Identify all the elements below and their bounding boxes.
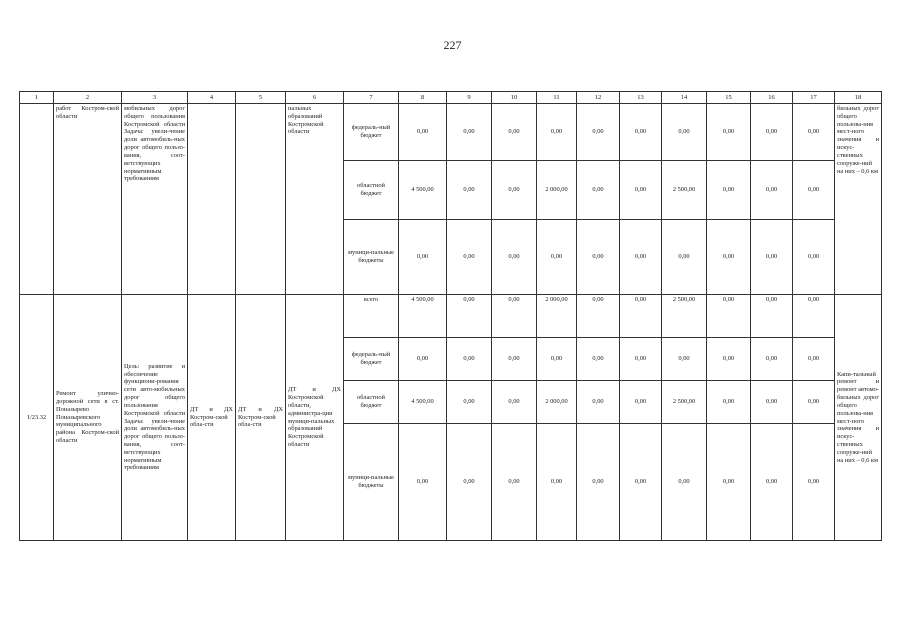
- amount-cell: 0,00: [577, 338, 620, 381]
- funding-source: областной бюджет: [344, 161, 399, 220]
- amount-cell: 0,00: [707, 381, 751, 424]
- funding-source: областной бюджет: [344, 381, 399, 424]
- amount-cell: 0,00: [793, 381, 835, 424]
- entry-executor: ДТ и ДХ Костром-ской обла-сти: [188, 295, 236, 541]
- amount-cell: 0,00: [447, 104, 492, 161]
- cont-name-cell: работ Костром-ской области: [54, 104, 122, 295]
- amount-cell: 0,00: [492, 381, 537, 424]
- entry-code: 1/23.32: [20, 295, 54, 541]
- column-number: 3: [122, 92, 188, 104]
- amount-cell: 0,00: [751, 381, 793, 424]
- amount-cell: 0,00: [620, 381, 662, 424]
- amount-cell: 0,00: [537, 104, 577, 161]
- amount-cell: 0,00: [620, 161, 662, 220]
- column-number: 14: [662, 92, 707, 104]
- amount-cell: 0,00: [751, 161, 793, 220]
- column-number: 9: [447, 92, 492, 104]
- column-number: 6: [286, 92, 344, 104]
- amount-cell: 0,00: [492, 338, 537, 381]
- amount-cell: 4 500,00: [399, 381, 447, 424]
- amount-cell: 0,00: [793, 161, 835, 220]
- entry-result: Капи-тальный ремонт и ремонт автомо-бильных дорог общего пользова-ния мест-ного значения и искус-ственных сооруже-ний на них – 0,6 км: [835, 295, 882, 541]
- column-number-row: [20, 92, 882, 104]
- amount-cell: 0,00: [447, 295, 492, 338]
- column-number: 2: [54, 92, 122, 104]
- cont-participants-cell: пальных образований Костромской области: [286, 104, 344, 295]
- amount-cell: 0,00: [537, 424, 577, 541]
- amount-cell: 0,00: [577, 220, 620, 295]
- amount-cell: 0,00: [492, 424, 537, 541]
- amount-cell: 0,00: [577, 381, 620, 424]
- amount-cell: 0,00: [577, 424, 620, 541]
- amount-cell: 0,00: [707, 104, 751, 161]
- amount-cell: 0,00: [399, 220, 447, 295]
- entry-goal: Цель: развитие и обеспечение функциони-рования сети авто-мобильных дорог общего пользования Костромской области Задача: увели-чение доли автомобиль-ных дорог общего пользо-вания, соот-ветствующих нормативным требованиям: [122, 295, 188, 541]
- amount-cell: 0,00: [751, 104, 793, 161]
- amount-cell: 0,00: [662, 338, 707, 381]
- amount-cell: 0,00: [793, 424, 835, 541]
- amount-cell: 0,00: [751, 424, 793, 541]
- table-row: [20, 104, 882, 161]
- funding-source: муници-пальные бюджеты: [344, 424, 399, 541]
- amount-cell: 0,00: [707, 424, 751, 541]
- column-number: 15: [707, 92, 751, 104]
- amount-cell: 0,00: [399, 338, 447, 381]
- entry-coexecutor: ДТ и ДХ Костром-ской обла-сти: [236, 295, 286, 541]
- amount-cell: 2 000,00: [537, 381, 577, 424]
- amount-cell: 0,00: [447, 220, 492, 295]
- amount-cell: 0,00: [399, 424, 447, 541]
- amount-cell: 0,00: [620, 104, 662, 161]
- amount-cell: 2 500,00: [662, 295, 707, 338]
- amount-cell: 0,00: [620, 424, 662, 541]
- amount-cell: 0,00: [793, 338, 835, 381]
- page-number: 227: [443, 38, 462, 52]
- amount-cell: 0,00: [707, 220, 751, 295]
- amount-cell: 0,00: [793, 295, 835, 338]
- amount-cell: 0,00: [577, 104, 620, 161]
- amount-cell: 0,00: [447, 381, 492, 424]
- amount-cell: 0,00: [447, 424, 492, 541]
- column-number: 4: [188, 92, 236, 104]
- amount-cell: 0,00: [620, 295, 662, 338]
- amount-cell: 0,00: [751, 338, 793, 381]
- amount-cell: 4 500,00: [399, 161, 447, 220]
- amount-cell: 0,00: [707, 295, 751, 338]
- amount-cell: 0,00: [751, 295, 793, 338]
- column-number: 17: [793, 92, 835, 104]
- column-number: 1: [20, 92, 54, 104]
- cont-coexecutor-cell: [236, 104, 286, 295]
- program-table: [19, 91, 882, 541]
- amount-cell: 0,00: [399, 104, 447, 161]
- amount-cell: 0,00: [707, 161, 751, 220]
- amount-cell: 4 500,00: [399, 295, 447, 338]
- amount-cell: 0,00: [793, 220, 835, 295]
- amount-cell: 0,00: [707, 338, 751, 381]
- funding-source: федераль-ный бюджет: [344, 338, 399, 381]
- amount-cell: 2 000,00: [537, 161, 577, 220]
- column-number: 10: [492, 92, 537, 104]
- funding-source: всего: [344, 295, 399, 338]
- amount-cell: 0,00: [793, 104, 835, 161]
- column-number: 7: [344, 92, 399, 104]
- column-number: 11: [537, 92, 577, 104]
- cont-goal-cell: мобильных дорог общего пользования Костромской области Задача: увели-чение доли автомобиль-ных дорог общего пользо-вания, соот-ветствующих нормативным требованиям: [122, 104, 188, 295]
- amount-cell: 0,00: [492, 161, 537, 220]
- column-number: 12: [577, 92, 620, 104]
- funding-source: федераль-ный бюджет: [344, 104, 399, 161]
- column-number: 13: [620, 92, 662, 104]
- amount-cell: 0,00: [537, 338, 577, 381]
- amount-cell: 0,00: [537, 220, 577, 295]
- cont-code-cell: [20, 104, 54, 295]
- amount-cell: 0,00: [492, 295, 537, 338]
- amount-cell: 0,00: [577, 161, 620, 220]
- entry-name: Ремонт улично-дорожной сети в ст. Поназырево Поназыревского муниципального района Костром-ской области: [54, 295, 122, 541]
- amount-cell: 0,00: [577, 295, 620, 338]
- amount-cell: 0,00: [492, 104, 537, 161]
- amount-cell: 0,00: [662, 220, 707, 295]
- amount-cell: 0,00: [620, 220, 662, 295]
- table-row: [20, 295, 882, 338]
- amount-cell: 2 000,00: [537, 295, 577, 338]
- column-number: 5: [236, 92, 286, 104]
- cont-result-cell: бильных дорог общего пользова-ния мест-ного значения и искус-ственных сооруже-ний на них – 0,6 км: [835, 104, 882, 295]
- amount-cell: 0,00: [447, 338, 492, 381]
- amount-cell: 0,00: [751, 220, 793, 295]
- funding-source: муници-пальные бюджеты: [344, 220, 399, 295]
- amount-cell: 0,00: [662, 424, 707, 541]
- amount-cell: 0,00: [620, 338, 662, 381]
- column-number: 16: [751, 92, 793, 104]
- column-number: 18: [835, 92, 882, 104]
- amount-cell: 0,00: [662, 104, 707, 161]
- amount-cell: 2 500,00: [662, 161, 707, 220]
- cont-executor-cell: [188, 104, 236, 295]
- entry-participants: ДТ и ДХ Костромской области, администра-ции муници-пальных образований Костромской области: [286, 295, 344, 541]
- column-number: 8: [399, 92, 447, 104]
- amount-cell: 0,00: [447, 161, 492, 220]
- amount-cell: 2 500,00: [662, 381, 707, 424]
- amount-cell: 0,00: [492, 220, 537, 295]
